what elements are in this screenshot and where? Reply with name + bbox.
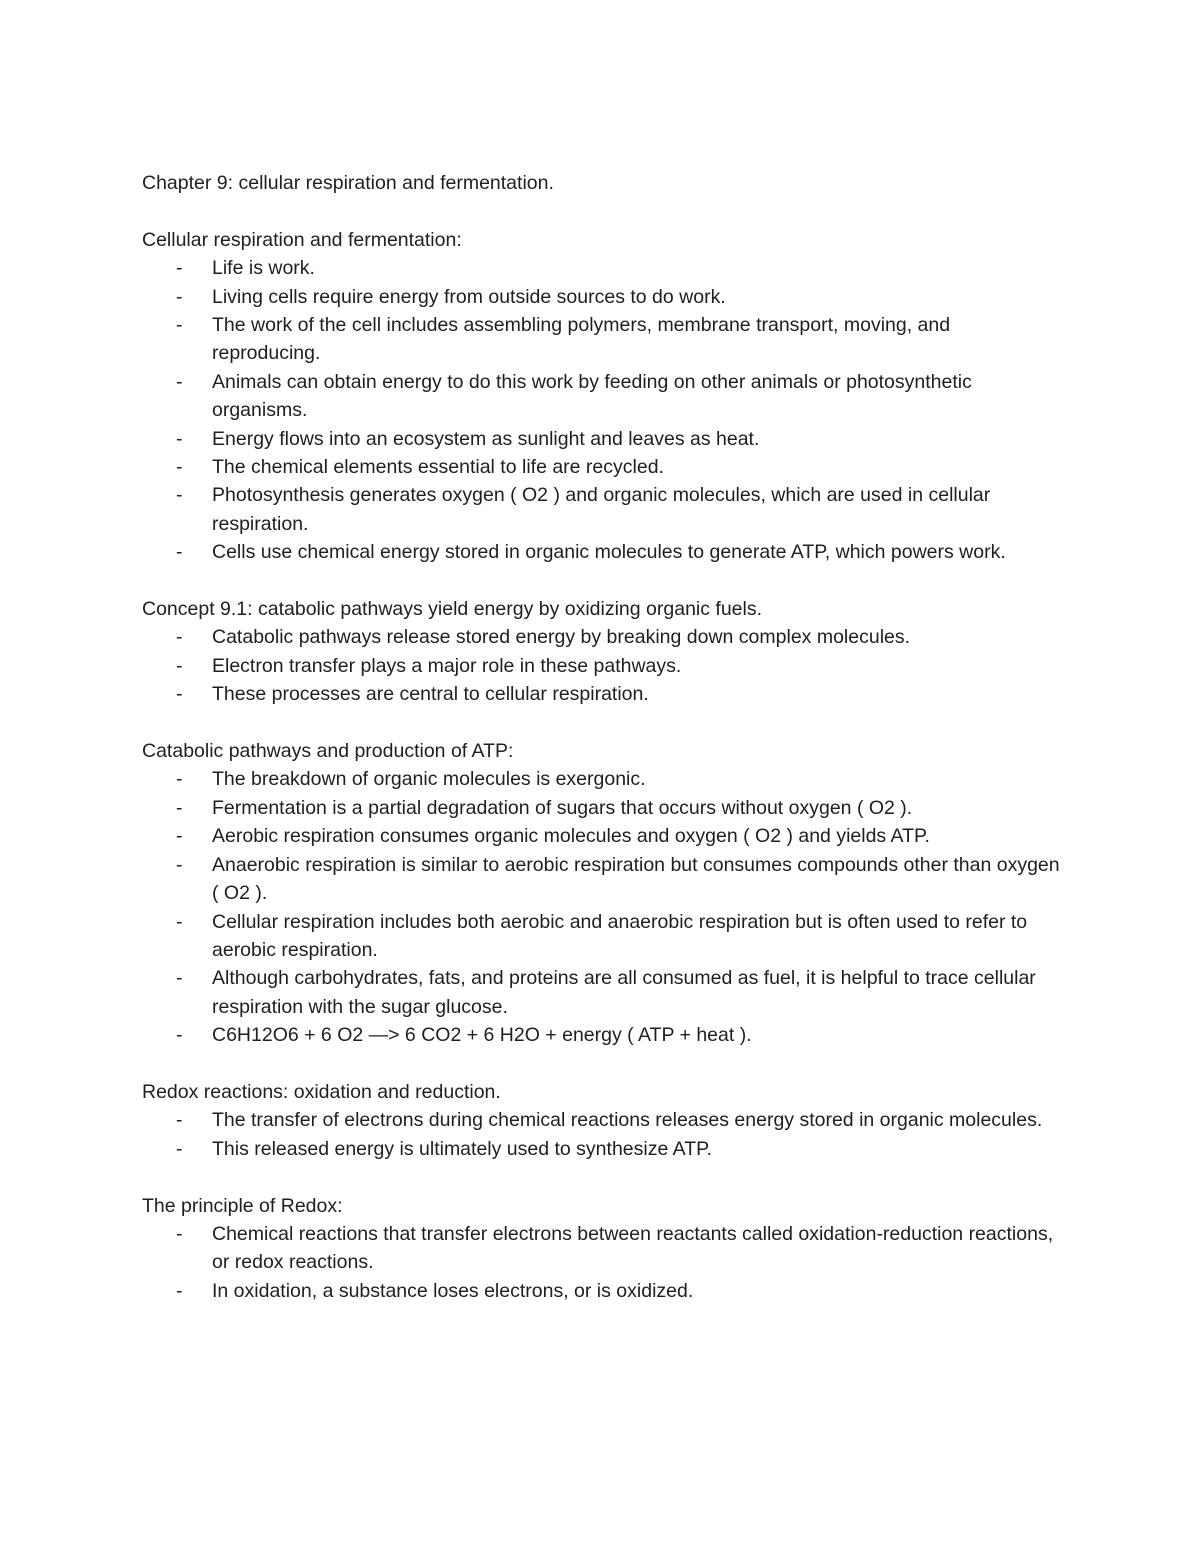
section-heading: The principle of Redox: [142,1194,343,1217]
bullet-dash: - [176,967,183,990]
list-item-text: Electron transfer plays a major role in these pathways. [212,654,682,677]
bullet-dash: - [176,484,183,507]
bullet-dash: - [176,257,183,280]
list-item [142,1021,1062,1049]
bullet-list [142,1220,1062,1305]
list-item [142,1106,1062,1134]
bullet-list [142,623,1062,708]
bullet-dash: - [176,910,183,933]
section-heading: Concept 9.1: catabolic pathways yield energy by oxidizing organic fuels. [142,598,763,621]
list-item-text: The work of the cell includes assembling polymers, membrane transport, moving, and reproducing. [212,314,951,365]
section-heading: Catabolic pathways and production of ATP: [142,740,514,763]
bullet-dash: - [176,370,183,393]
bullet-list [142,254,1062,566]
list-item [142,425,1062,453]
section-heading: Redox reactions: oxidation and reduction. [142,1080,501,1103]
list-item [142,1220,1062,1277]
bullet-dash: - [176,1024,183,1047]
bullet-dash: - [176,1279,183,1302]
list-item-text: Cellular respiration includes both aerobic and anaerobic respiration but is often used to refer to aerobic respiration. [212,910,1028,961]
bullet-dash: - [176,796,183,819]
list-item-text: Animals can obtain energy to do this work by feeding on other animals or photosynthetic organisms. [212,370,972,422]
document-page [142,169,1062,1334]
bullet-dash: - [176,1222,183,1245]
bullet-dash: - [176,1109,183,1132]
bullet-dash: - [176,541,183,564]
list-item [142,283,1062,311]
list-item-text: Cells use chemical energy stored in organic molecules to generate ATP, which powers work. [212,541,1006,564]
bullet-dash: - [176,654,183,677]
list-item [142,623,1062,651]
list-item-text: Although carbohydrates, fats, and proteins are all consumed as fuel, it is helpful to trace cellular respiration with the sugar glucose. [212,967,1036,1018]
list-item-text: Energy flows into an ecosystem as sunlight and leaves as heat. [212,427,760,450]
list-item-text: These processes are central to cellular respiration. [212,683,649,706]
list-item-text: Living cells require energy from outside sources to do work. [212,285,726,308]
section-principle-of-redox [142,1192,1062,1306]
list-item [142,311,1062,368]
list-item-text: Catabolic pathways release stored energy by breaking down complex molecules. [212,626,911,649]
list-item-text: Fermentation is a partial degradation of sugars that occurs without oxygen ( O2 ). [212,796,913,819]
bullet-dash: - [176,1137,183,1160]
bullet-dash: - [176,285,183,308]
bullet-list [142,765,1062,1049]
document-title: Chapter 9: cellular respiration and fermentation. [142,172,554,194]
list-item [142,538,1062,566]
list-item [142,652,1062,680]
bullet-dash: - [176,853,183,876]
list-item [142,481,1062,538]
list-item [142,1135,1062,1163]
list-item [142,1277,1062,1305]
list-item-text: The chemical elements essential to life are recycled. [212,456,664,479]
bullet-dash: - [176,456,183,479]
list-item-text: The transfer of electrons during chemical reactions releases energy stored in organic molecules. [212,1109,1043,1132]
bullet-dash: - [176,825,183,848]
section-catabolic-pathways-atp [142,737,1062,1049]
bullet-list [142,1106,1062,1163]
list-item [142,453,1062,481]
list-item [142,680,1062,708]
section-heading: Cellular respiration and fermentation: [142,228,462,251]
bullet-dash: - [176,768,183,791]
section-redox-reactions [142,1078,1062,1163]
list-item [142,964,1062,1021]
bullet-dash: - [176,427,183,450]
bullet-dash: - [176,683,183,706]
list-item [142,822,1062,850]
list-item [142,908,1062,965]
list-item-text: C6H12O6 + 6 O2 —> 6 CO2 + 6 H2O + energy ( ATP + heat ). [212,1024,752,1047]
list-item-text: This released energy is ultimately used to synthesize ATP. [212,1137,713,1160]
list-item-text: Photosynthesis generates oxygen ( O2 ) and organic molecules, which are used in cellular respiration. [212,484,991,535]
list-item [142,254,1062,282]
list-item-text: Anaerobic respiration is similar to aerobic respiration but consumes compounds other than oxygen ( O2 ). [212,853,1060,905]
list-item [142,794,1062,822]
section-cellular-respiration [142,226,1062,567]
section-concept-9-1 [142,595,1062,709]
list-item [142,368,1062,425]
list-item-text: Chemical reactions that transfer electrons between reactants called oxidation-reduction reactions, or redox reactions. [212,1222,1054,1274]
list-item-text: Aerobic respiration consumes organic molecules and oxygen ( O2 ) and yields ATP. [212,825,930,848]
list-item-text: The breakdown of organic molecules is exergonic. [212,768,646,791]
bullet-dash: - [176,626,183,649]
bullet-dash: - [176,314,183,337]
list-item [142,851,1062,908]
list-item-text: Life is work. [212,257,315,280]
list-item [142,765,1062,793]
list-item-text: In oxidation, a substance loses electrons, or is oxidized. [212,1279,694,1302]
